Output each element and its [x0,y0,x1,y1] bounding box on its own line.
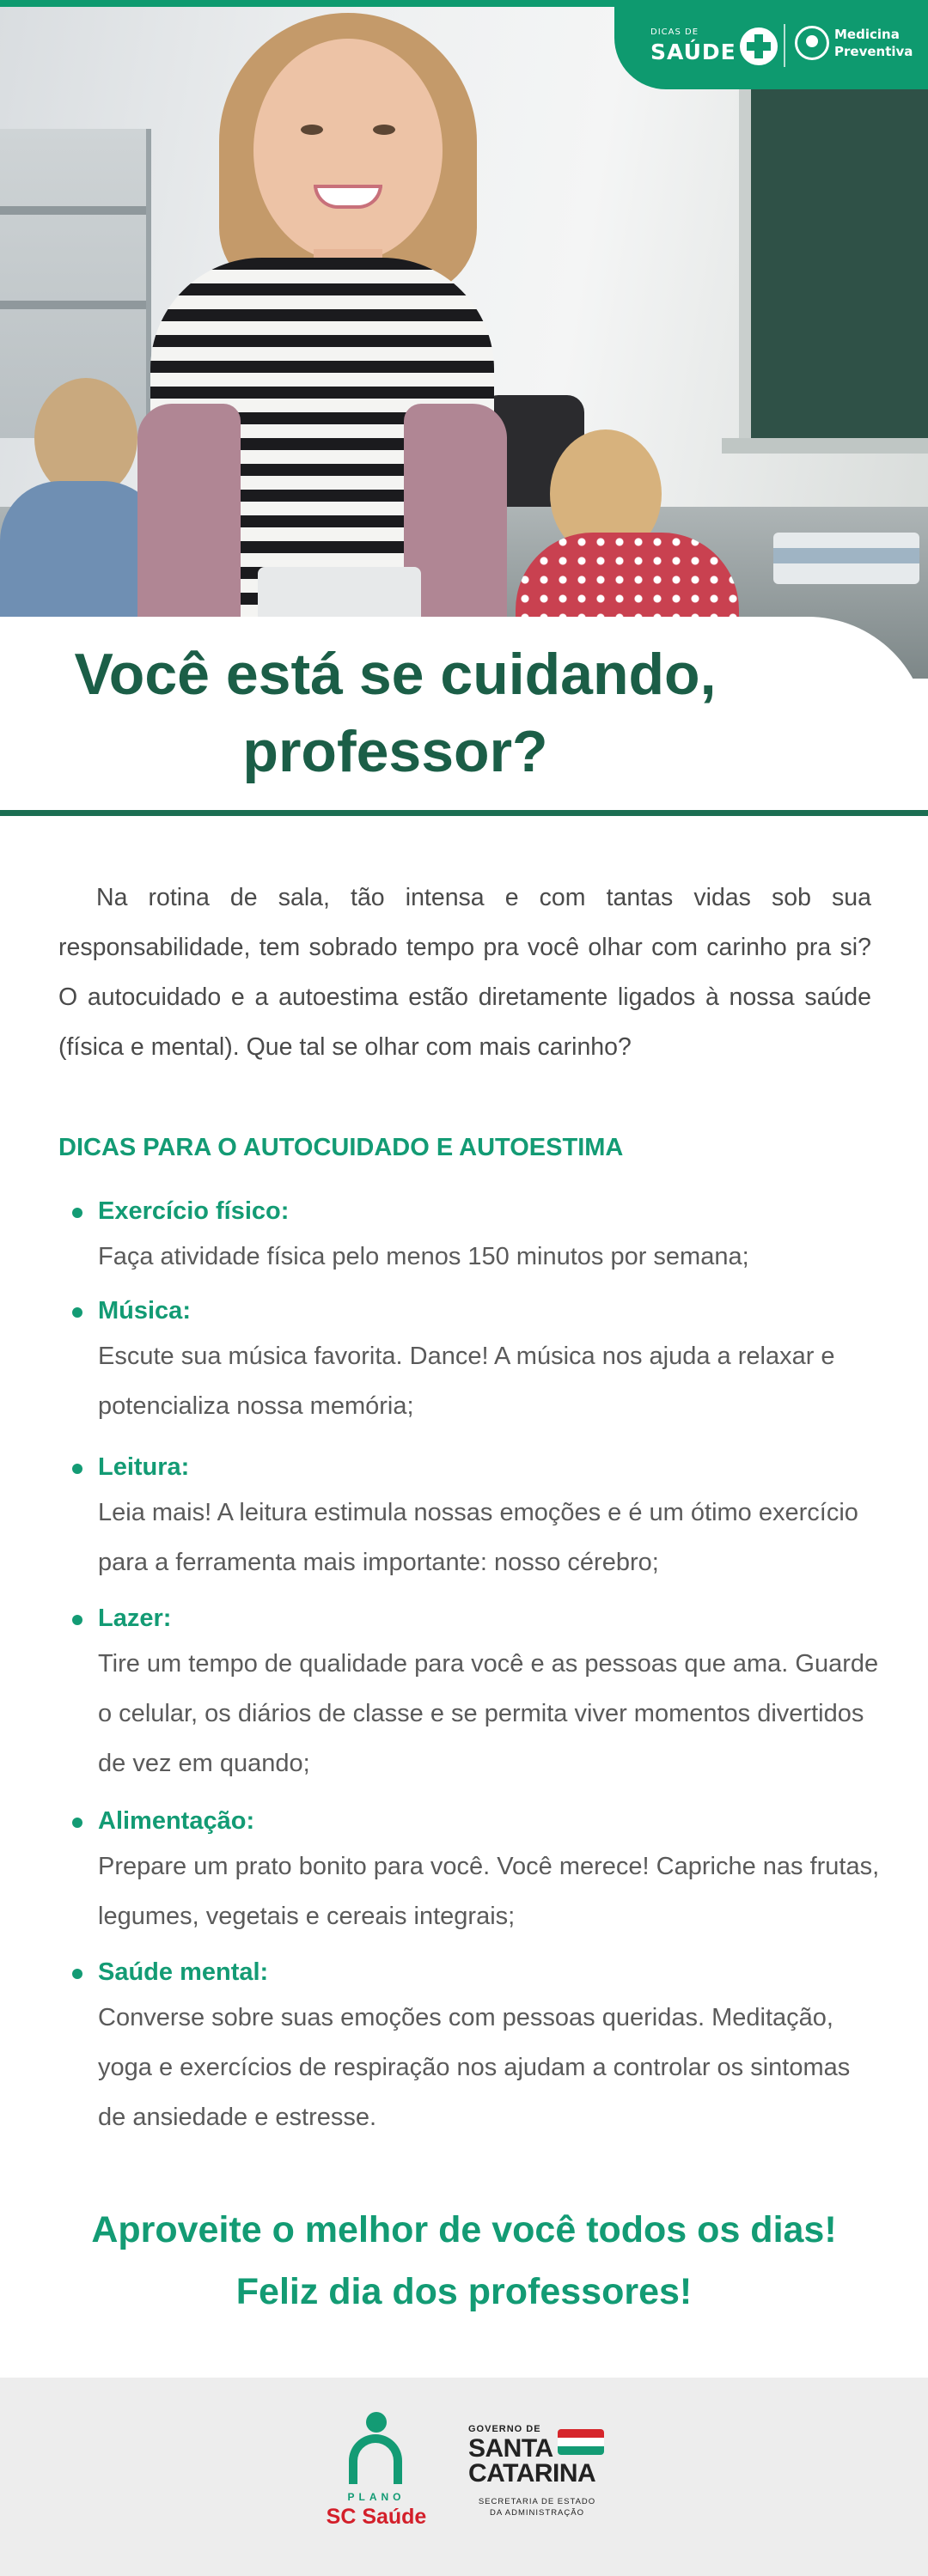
student-boy [34,378,137,498]
intro-paragraph: Na rotina de sala, tão intensa e com tantas vidas sob sua responsabilidade, tem sobrado tempo pra você olhar com carinho pra si? O autocuidado e a autoestima estão diretamente ligados à nossa saúde (física e mental). Que tal se olhar com mais carinho? [58,884,871,1061]
closing-message: Aproveite o melhor de você todos os dias! Feliz dia dos professores! [91,2209,837,2312]
family-icon [345,2412,406,2486]
hero-photo [0,0,928,679]
logo-medicina-preventiva: Medicina Preventiva [795,24,924,67]
title-divider [0,810,928,816]
chalkboard [739,82,928,442]
bullet-icon [72,1307,82,1318]
bullet-icon [72,1818,82,1828]
footer [0,2378,928,2576]
tips-heading: DICAS PARA O AUTOCUIDADO E AUTOESTIMA [58,1134,624,1161]
books [773,533,919,584]
brand-bar [614,0,928,89]
bullet-icon [72,1208,82,1218]
logo-dicas-de-saude: DICAS DE SAÚDE [650,22,771,74]
person-circle-icon [795,26,829,60]
plus-cross-icon [740,27,778,65]
logo-plano-sc-saude: PLANO SC Saúde [316,2412,437,2549]
logo-governo-santa-catarina: GOVERNO DE SANTA CATARINA SECRETARIA DE ESTADO DA ADMINISTRAÇÃO [468,2424,623,2536]
page-title: Você está se cuidando, professor? [74,642,717,784]
bullet-icon [72,1615,82,1625]
bullet-icon [72,1969,82,1979]
bullet-icon [72,1464,82,1474]
